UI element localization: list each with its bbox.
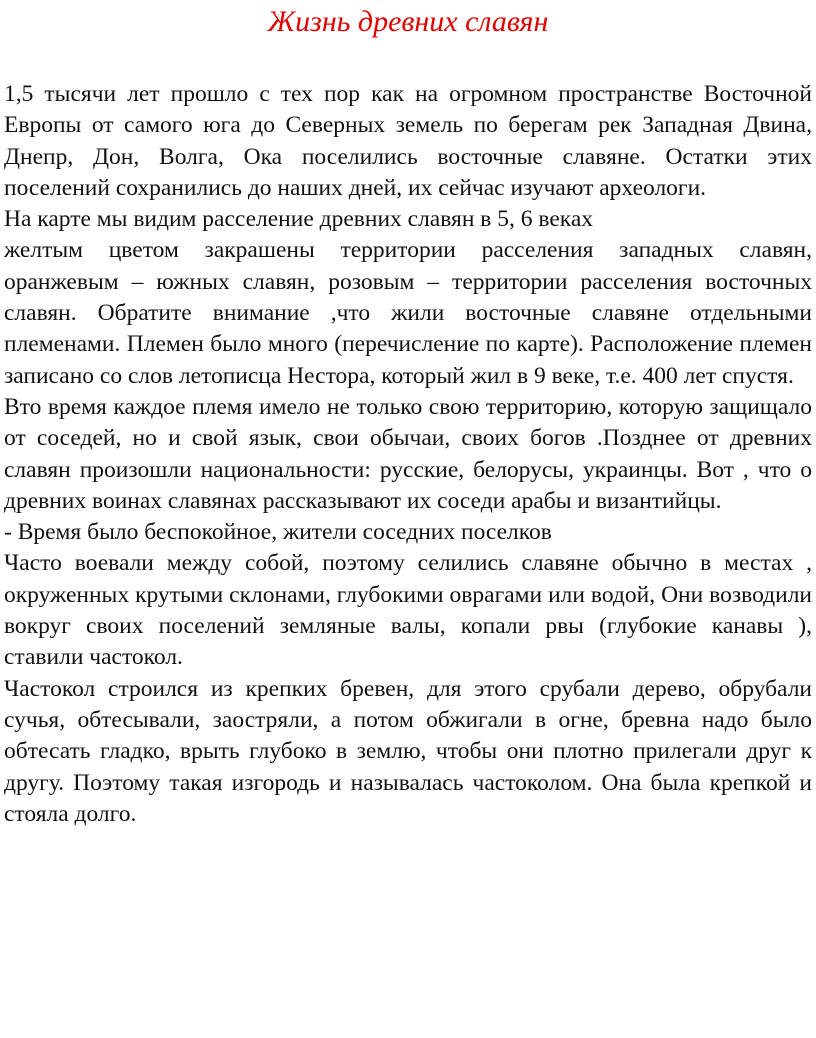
- paragraph-fortifications: Часто воевали между собой, поэтому селились славяне обычно в местах , окруженных крутыми склонами, глубокими оврагами или водой, Они возводили вокруг своих поселений земляные валы, копали рвы (глубокие канавы ), ставили частокол.: [4, 550, 812, 671]
- paragraph-tribes: Вто время каждое племя имело не только свою территорию, которую защищало от соседей, но и свой язык, свои обычаи, своих богов .Позднее от древних славян произошли национальности: русские, белорусы, украинцы. Вот , что о древних воинах славянах рассказывают их соседи арабы и византийцы.: [4, 393, 812, 514]
- paragraph-settlement: 1,5 тысячи лет прошло с тех пор как на огромном пространстве Восточной Европы от самого юга до Северных земель по берегам рек Западная Двина, Днепр, Дон, Волга, Ока поселились восточные славяне. Остатки этих поселений сохранились до наших дней, их сейчас изучают археологи.: [4, 81, 812, 201]
- paragraph-restless-time: - Время было беспокойное, жители соседних поселков: [4, 519, 552, 546]
- document-title: Жизнь древних славян: [267, 5, 549, 38]
- paragraph-map-colors: желтым цветом закрашены территории расселения западных славян, оранжевым – южных славян, розовым – территории расселения восточных славян. Обратите внимание ,что жили восточные славяне отдельными племенами. Племен было много (перечисление по карте). Расположение племен записано со слов летописца Нестора, который жил в 9 веке, т.е. 400 лет спустя.: [4, 237, 812, 389]
- paragraph-map-intro: На карте мы видим расселение древних славян в 5, 6 веках: [4, 206, 594, 233]
- document-body: [4, 79, 812, 830]
- paragraph-palisade: Частокол строился из крепких бревен, для этого срубали дерево, обрубали сучья, обтесывали, заостряли, а потом обжигали в огне, бревна надо было обтесать гладко, врыть глубоко в землю, чтобы они плотно прилегали друг к другу. Поэтому такая изгородь и называлась частоколом. Она была крепкой и стояла долго.: [4, 675, 812, 827]
